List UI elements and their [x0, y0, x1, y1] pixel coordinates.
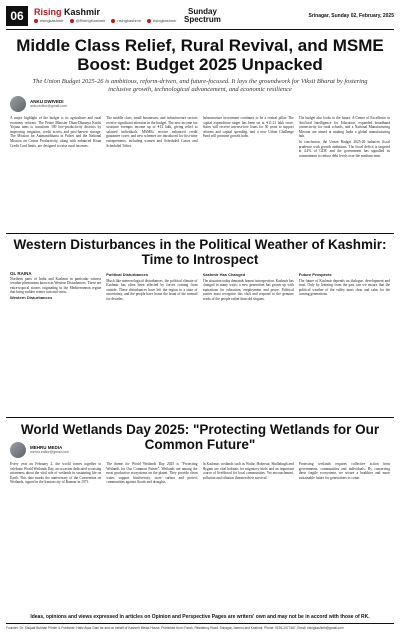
- paragraph: The future of Kashmir depends on dialogue, development and trust. Only by learning from the past can we ensure that the political weather of the valley turns clear and calm for the coming generations.: [298, 278, 390, 297]
- subheading: Political Disturbances: [106, 272, 149, 277]
- subheading: Kashmir Has Changed: [202, 272, 246, 277]
- article2-body: [10, 272, 390, 412]
- paper-name: Kashmir: [64, 7, 101, 17]
- author-name: GL RAINA: [10, 272, 32, 276]
- twitter-icon: [70, 19, 74, 23]
- paragraph: Infrastructure investment continues to be a central pillar. The capital expenditure target has been set at ₹11.21 lakh crore. States will receive interest-free loans for 50 years to support reforms and capital spending, and a new Urban Challenge Fund will promote growth hubs.: [202, 116, 294, 139]
- section-divider: [6, 233, 394, 234]
- article3-column: [203, 462, 294, 610]
- subheading: Western Disturbances: [10, 294, 53, 300]
- paragraph: Protecting wetlands requires collective action from governments, communities and individuals. By conserving these fragile ecosystems we secure a healthier and more sustainable future for generations to come.: [298, 462, 390, 480]
- edition-line: Spectrum: [184, 15, 221, 24]
- article2-column: [10, 272, 101, 412]
- facebook-icon: [34, 19, 38, 23]
- paragraph: A major highlight of the budget is its agriculture and rural economy reforms. The Prime Minister Dhan-Dhaanya Krishi Yojana aims to transform 100 low-productivity districts by improving irrigation, credit access and post-harvest storage. The Mission for Aatmanirbharta in Pulses and the National Mission on Cotton Productivity, along with enhanced Kisan Credit Card limits, are designed to raise rural incomes.: [10, 116, 102, 148]
- article2-column: [203, 272, 294, 412]
- article2-column: [106, 272, 197, 412]
- article3-headline[interactable]: World Wetlands Day 2025: "Protecting Wetlands for Our Common Future": [20, 422, 380, 452]
- author-name: ANKU DWIVEDI: [30, 99, 64, 104]
- masthead: [6, 6, 394, 28]
- social-handle[interactable]: @RisingKashmir: [70, 18, 106, 23]
- article2-column: [299, 272, 390, 412]
- paragraph: In conclusion, the Union Budget 2025-26 balances fiscal prudence with growth ambitions. The fiscal deficit is targeted at 4.4% of GDP, and the government has signalled its commitment to reduce debt levels over the medium term.: [298, 139, 390, 158]
- article3-author: [10, 442, 69, 458]
- footer-divider: [6, 623, 394, 624]
- article3-column: [299, 462, 390, 610]
- author-email[interactable]: mehru.editor@gmail.com: [30, 450, 70, 454]
- paragraph: The middle class, small businesses, and infrastructure sectors receive significant attention in the budget. The new income tax structure exempts income up to ₹12 lakh, giving relief to salaried individuals. MSMEs receive enhanced credit guarantee cover, and new schemes are introduced for first-time entrepreneurs, including women and Scheduled Castes and Scheduled Tribes.: [106, 116, 198, 148]
- footer: [6, 614, 394, 630]
- article3-column: [106, 462, 197, 610]
- article1-standfirst: The Union Budget 2025-26 is ambitious, reform-driven, and future-focused. It lays the groundwork for Viksit Bharat by fostering inclusive growth, technological advancement, and economic resilience: [32, 78, 368, 93]
- author-email[interactable]: anku.editor@gmail.com: [30, 104, 67, 108]
- publication-name: [34, 7, 100, 17]
- dateline: Srinagar, Sunday 02, February, 2025: [308, 13, 394, 19]
- avatar: [10, 442, 26, 458]
- article2-headline[interactable]: Western Disturbances in the Political Weather of Kashmir: Time to Introspect: [13, 237, 387, 267]
- article1-headline[interactable]: Middle Class Relief, Rural Revival, and MSME Boost: Budget 2025 Unpacked: [16, 36, 384, 74]
- social-handles: [34, 18, 177, 23]
- article1-author: [10, 96, 67, 112]
- instagram-icon: [111, 19, 115, 23]
- youtube-icon: [147, 19, 151, 23]
- disclaimer-strap: Ideas, opinions and views expressed in articles on Opinion and Perspective Pages are writers' own and may not be in accord with those of RK.: [30, 614, 370, 620]
- article1-column: [106, 116, 197, 228]
- avatar: [10, 96, 26, 112]
- section-divider: [6, 417, 394, 418]
- paragraph: The situation today demands honest introspection. Kashmir has changed in many ways; a new generation has grown up with aspirations for education, employment and peace. Political parties must recognise this shift and respond to the genuine needs of the people rather than old slogans.: [202, 278, 294, 301]
- brand-name: Rising: [34, 7, 62, 17]
- article3-body: [10, 462, 390, 610]
- subheading: Future Prospects: [298, 272, 332, 277]
- article1-body: [10, 116, 390, 228]
- paragraph: Every year on February 2, the world comes together to celebrate World Wetlands Day, an occasion dedicated to raising awareness about the vital role of wetlands in sustaining life on Earth. This date marks the anniversary of the Convention on Wetlands, signed in the Iranian city of Ramsar in 1971.: [10, 462, 102, 485]
- paragraph: Northern parts of India and Kashmir in particular witness weather phenomena known as Western Disturbances. These are extra-tropical storms originating in the Mediterranean region that bring sudden winter rain and snow.: [10, 276, 102, 295]
- social-handle[interactable]: risingkashmir: [111, 18, 141, 23]
- social-handle[interactable]: risingkashmir: [147, 18, 177, 23]
- article1-column: [203, 116, 294, 228]
- paragraph: Much like meteorological disturbances, the political climate of Kashmir has often been affected by forces coming from outside. These disturbances have left the region in a state of uncertainty, and the people have borne the brunt of the turmoil for decades.: [106, 278, 198, 301]
- article1-column: [299, 116, 390, 228]
- paragraph: In Kashmir, wetlands such as Wular, Hokersar, Shallabugh and Hygam are vital habitats for migratory birds and an important source of livelihood for local communities. Yet encroachment, pollution and siltation threaten their survival.: [202, 462, 294, 480]
- edition-line: Sunday: [188, 7, 217, 16]
- social-handle[interactable]: risingkashmir: [34, 18, 64, 23]
- article3-column: [10, 462, 101, 610]
- paragraph: The theme for World Wetlands Day 2025 is "Protecting Wetlands for Our Common Future". Wetlands are among the most productive ecosystems on the planet. They provide clean water, support biodiversity, store carbon and protect communities against floods and droughts.: [106, 462, 198, 485]
- page-number: 06: [6, 6, 28, 26]
- author-name: MEHRU MEDIA: [30, 445, 63, 450]
- article1-column: [10, 116, 101, 228]
- edition-title: [184, 8, 221, 24]
- masthead-divider: [6, 29, 394, 30]
- imprint-line: Founder: Dr. Shujaat Bukhari Printer & Publisher: Hafiz Ayaz Gani for and on behalf of Kashmir Media House. Published from: Farah, Residency Road, Srinagar, Jammu and Kashmir. Phone: 0194-2477467, Email: risingkashmir@gmail.com: [6, 626, 344, 630]
- paragraph: The budget also looks to the future. A Centre of Excellence in Artificial Intelligence for Education, expanded broadband connectivity for rural schools, and a National Manufacturing Mission are aimed at making India a global manufacturing hub.: [298, 116, 390, 139]
